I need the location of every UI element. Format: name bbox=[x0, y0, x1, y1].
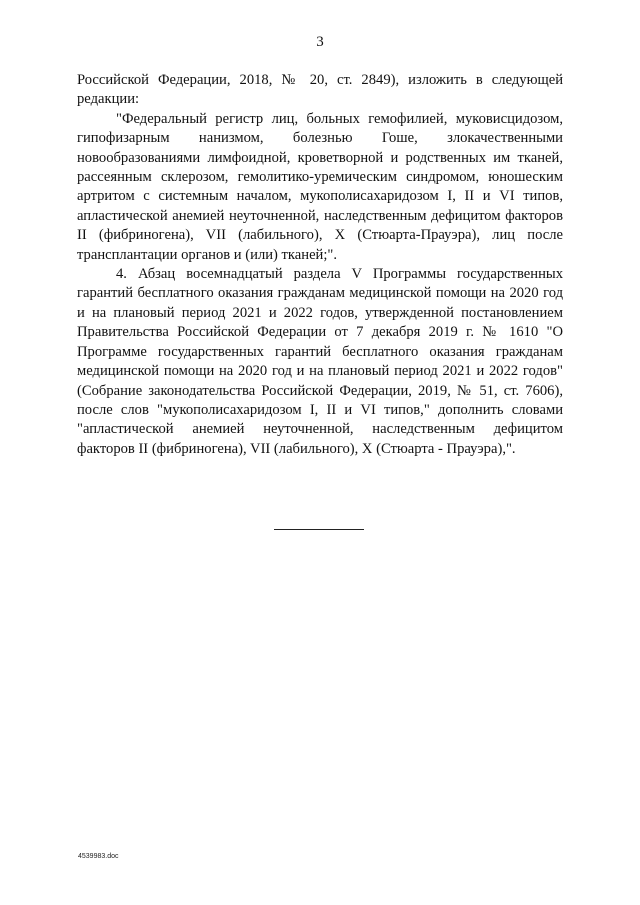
document-body bbox=[77, 71, 563, 459]
end-separator-line bbox=[274, 529, 364, 530]
document-id: 4539983.doc bbox=[78, 853, 119, 860]
page-number: 3 bbox=[316, 34, 324, 50]
paragraph-item-4: 4. Абзац восемнадцатый раздела V Программы государственных гарантий бесплатного оказания гражданам медицинской помощи на 2020 год и на плановый период 2021 и 2022 годов, утвержденной постановлением Правительства Российской Федерации от 7 декабря 2019 г. № 1610 "О Программе государственных гарантий бесплатного оказания гражданам медицинской помощи на 2020 год и на плановый период 2021 и 2022 годов" (Собрание законодательства Российской Федерации, 2019, № 51, ст. 7606), после слов "мукополисахаридозом I, II и VI типов," дополнить словами "апластической анемией неуточненной, наследственным дефицитом факторов II (фибриногена), VII (лабильного), X (Стюарта - Прауэра),". bbox=[77, 266, 563, 457]
paragraph-registry-quote: "Федеральный регистр лиц, больных гемофилией, муковисцидозом, гипофизарным нанизмом, болезнью Гоше, злокачественными новообразованиями лимфоидной, кроветворной и родственных им тканей, рассеянным склерозом, гемолитико-уремическим синдромом, юношеским артритом с системным началом, мукополисахаридозом I, II и VI типов, апластической анемией неуточненной, наследственным дефицитом факторов II (фибриногена), VII (лабильного), X (Стюарта-Прауэра), лиц после трансплантации органов и (или) тканей;". bbox=[77, 110, 563, 263]
paragraph-continuation: Российской Федерации, 2018, № 20, ст. 2849), изложить в следующей редакции: bbox=[77, 72, 563, 108]
